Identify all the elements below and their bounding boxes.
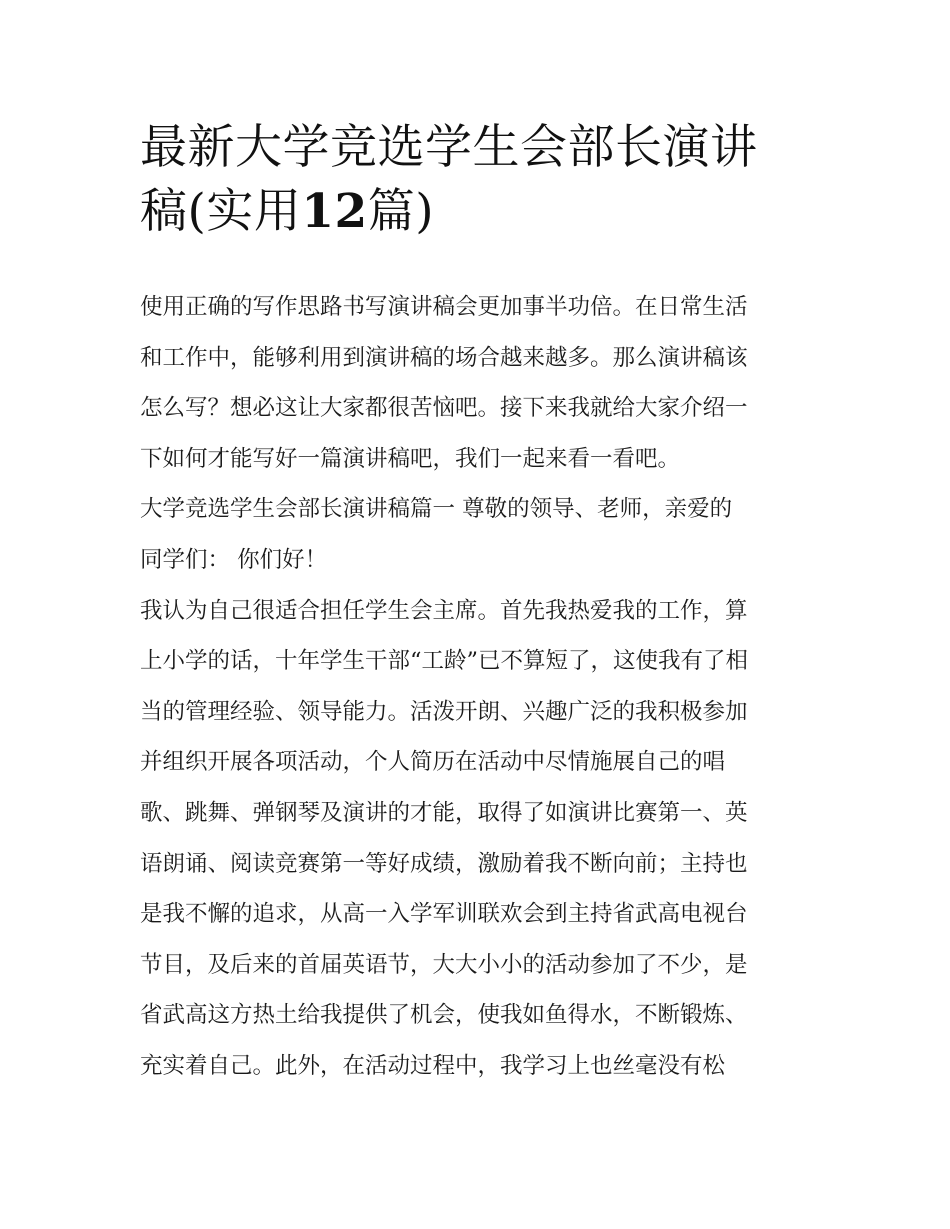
title-line-2 [140,180,820,244]
body-line: 当的管理经验、领导能力。活泼开朗、兴趣广泛的我积极参加 [140,698,748,725]
title-line-1: 最新大学竞选学生会部长演讲 [140,120,758,175]
body-line: 是我不懈的追求，从高一入学军训联欢会到主持省武高电视台 [140,901,748,928]
body-line: 下如何才能写好一篇演讲稿吧，我们一起来看一看吧。 [140,445,681,472]
document-body [140,282,830,1092]
body-line: 使用正确的写作思路书写演讲稿会更加事半功倍。在日常生活 [140,294,748,320]
body-line: 并组织开展各项活动，个人简历在活动中尽情施展自己的唱 [140,749,726,776]
body-line: 语朗诵、阅读竞赛第一等好成绩，激励着我不断向前；主持也 [140,850,748,877]
body-line: 大学竞选学生会部长演讲稿篇一 尊敬的领导、老师，亲爱的 [140,496,733,523]
body-line: 和工作中，能够利用到演讲稿的场合越来越多。那么演讲稿该 [140,344,748,371]
body-line: 充实着自己。此外，在活动过程中，我学习上也丝毫没有松 [140,1052,726,1079]
body-line: 上小学的话，十年学生干部“工龄”已不算短了，这使我有了相 [140,648,749,675]
body-line: 怎么写？想必这让大家都很苦恼吧。接下来我就给大家介绍一 [140,395,748,422]
body-line: 同学们： 你们好！ [140,546,328,573]
body-line: 我认为自己很适合担任学生会主席。首先我热爱我的工作，算 [140,597,748,624]
title-part-a: 稿(实用 [140,184,302,239]
document-title [140,116,820,244]
body-line: 省武高这方热土给我提供了机会，使我如鱼得水，不断锻炼、 [140,1002,748,1029]
title-part-b: 篇) [367,184,435,239]
body-line: 歌、跳舞、弹钢琴及演讲的才能，取得了如演讲比赛第一、英 [140,799,748,826]
body-line: 节目，及后来的首届英语节，大大小小的活动参加了不少，是 [140,951,748,978]
title-part-number: 12 [301,184,368,239]
